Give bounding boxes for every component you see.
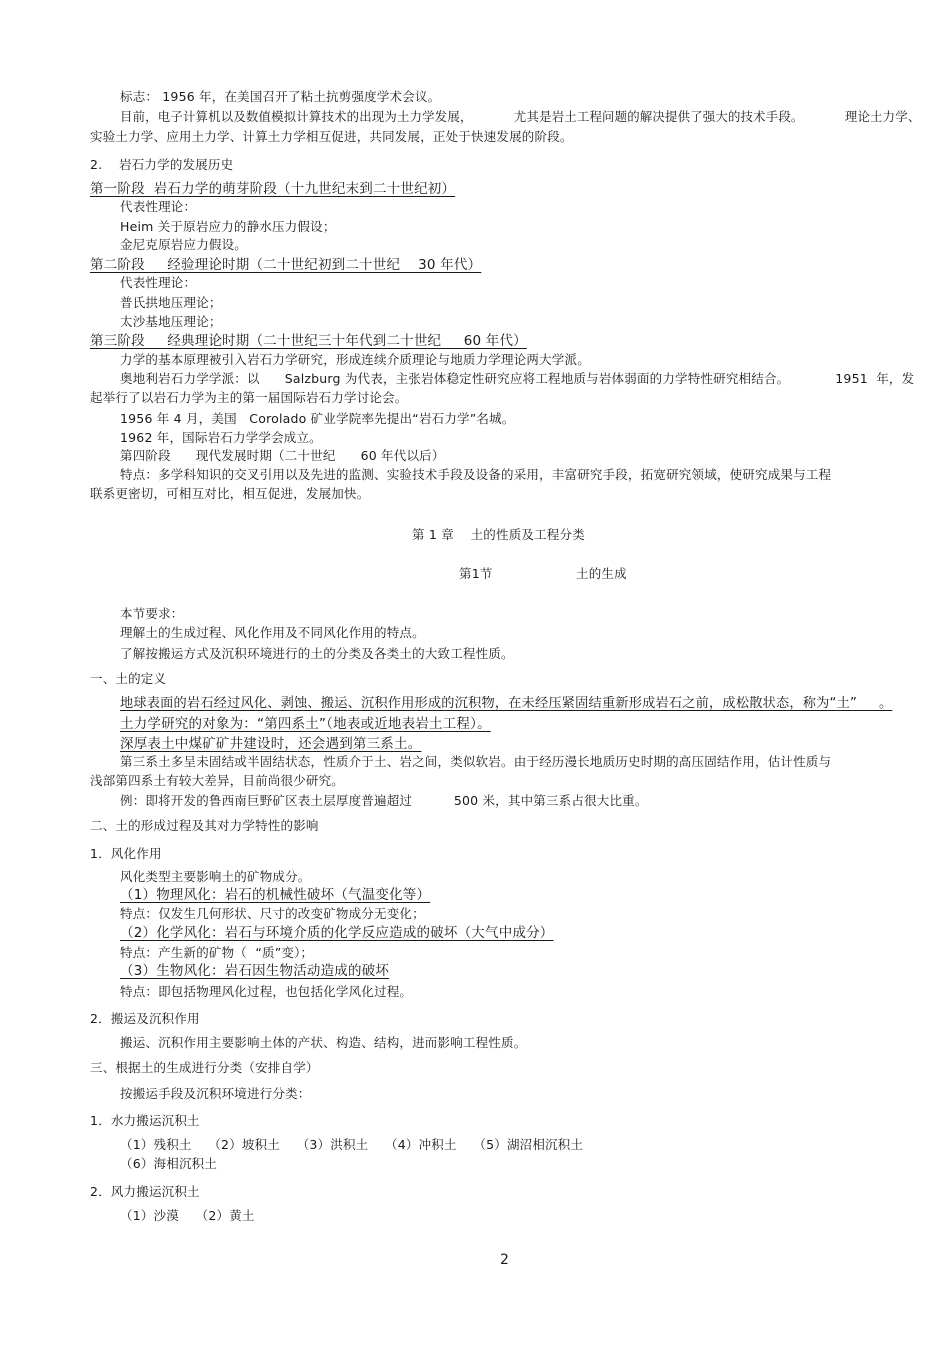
subsection-heading: 1．风化作用 bbox=[90, 846, 162, 861]
section-title: 第1节 土的生成 bbox=[459, 566, 627, 581]
stage-heading: 第二阶段 经验理论时期（二十世纪初到二十世纪 30 年代） bbox=[90, 257, 482, 273]
text-line: 本节要求： bbox=[120, 606, 184, 621]
section-heading: 一、土的定义 bbox=[90, 671, 167, 686]
text-line: 力学的基本原理被引入岩石力学研究，形成连续介质理论与地质力学理论两大学派。 bbox=[120, 352, 590, 367]
text-line: 特点：仅发生几何形状、尺寸的改变矿物成分无变化； bbox=[120, 906, 425, 921]
text-line: 代表性理论： bbox=[120, 199, 197, 214]
text-line: 联系更密切，可相互对比，相互促进，发展加快。 bbox=[90, 486, 370, 501]
text-line: 起举行了以岩石力学为主的第一届国际岩石力学讨论会。 bbox=[90, 390, 408, 405]
text-line: 地球表面的岩石经过风化、剥蚀、搬运、沉积作用形成的沉积物，在未经压紧固结重新形成岩石之前，成松散状态，称为“土” 。 bbox=[120, 696, 893, 711]
text-line: （3）生物风化：岩石因生物活动造成的破坏 bbox=[120, 963, 390, 979]
section-heading: 二、土的形成过程及其对力学特性的影响 bbox=[90, 818, 319, 833]
text-line: 标志： 1956 年，在美国召开了粘土抗剪强度学术会议。 bbox=[120, 89, 441, 104]
section-heading: 三、根据土的生成进行分类（安排自学） bbox=[90, 1060, 319, 1075]
text-line: （2）化学风化：岩石与环境介质的化学反应造成的破坏（大气中成分） bbox=[120, 925, 554, 941]
text-line: 1962 年，国际岩石力学学会成立。 bbox=[120, 430, 322, 445]
text-line: 特点：产生新的矿物（ “质”变）； bbox=[120, 945, 314, 960]
text-line: 第三系土多呈未固结或半固结状态，性质介于土、岩之间，类似软岩。由于经历漫长地质历史时期的高压固结作用，估计性质与 bbox=[120, 754, 832, 769]
text-line: 搬运、沉积作用主要影响土体的产状、构造、结构，进而影响工程性质。 bbox=[120, 1035, 527, 1050]
text-line: （1）沙漠 （2）黄土 bbox=[120, 1208, 255, 1223]
section-heading: 2. 岩石力学的发展历史 bbox=[90, 157, 234, 172]
stage-heading: 第三阶段 经典理论时期（二十世纪三十年代到二十世纪 60 年代） bbox=[90, 333, 527, 349]
text-line: （1）物理风化：岩石的机械性破坏（气温变化等） bbox=[120, 887, 431, 903]
text-line: Heim 关于原岩应力的静水压力假设； bbox=[120, 219, 336, 234]
text-line: 金尼克原岩应力假设。 bbox=[120, 237, 248, 252]
text-line: 特点：即包括物理风化过程，也包括化学风化过程。 bbox=[120, 984, 413, 999]
text-line: 普氏拱地压理论； bbox=[120, 295, 222, 310]
text-line: 风化类型主要影响土的矿物成分。 bbox=[120, 869, 311, 884]
text-line: 例：即将开发的鲁西南巨野矿区表土层厚度普遍超过 500 米，其中第三系占很大比重。 bbox=[120, 793, 648, 808]
text-line: 1956 年 4 月，美国 Corolado 矿业学院率先提出“岩石力学”名城。 bbox=[120, 411, 515, 426]
subsection-heading: 2．风力搬运沉积土 bbox=[90, 1184, 200, 1199]
text-line: 代表性理论： bbox=[120, 275, 197, 290]
text-line: 实验土力学、应用土力学、计算土力学相互促进，共同发展，正处于快速发展的阶段。 bbox=[90, 129, 573, 144]
text-line: 土力学研究的对象为：“第四系土”（地表或近地表岩土工程）。 bbox=[120, 716, 491, 732]
text-line: 浅部第四系土有较大差异，目前尚很少研究。 bbox=[90, 773, 345, 788]
text-line: （6）海相沉积土 bbox=[120, 1156, 218, 1171]
stage-heading: 第四阶段 现代发展时期（二十世纪 60 年代以后） bbox=[120, 448, 445, 463]
text-line: 了解按搬运方式及沉积环境进行的土的分类及各类土的大致工程性质。 bbox=[120, 646, 514, 661]
subsection-heading: 1．水力搬运沉积土 bbox=[90, 1113, 200, 1128]
page-number: 2 bbox=[500, 1252, 509, 1268]
text-line: 目前，电子计算机以及数值模拟计算技术的出现为土力学发展， 尤其是岩土工程问题的解决提供了强大的技术手段。 理论土力学、 bbox=[120, 109, 921, 124]
text-line: 奥地利岩石力学学派：以 Salzburg 为代表，主张岩体稳定性研究应将工程地质与岩体弱面的力学特性研究相结合。 1951 年，发 bbox=[120, 371, 915, 386]
text-line: （1）残积土 （2）坡积土 （3）洪积土 （4）冲积土 （5）湖沼相沉积土 bbox=[120, 1137, 584, 1152]
stage-heading: 第一阶段 岩石力学的萌芽阶段（十九世纪末到二十世纪初） bbox=[90, 181, 456, 197]
subsection-heading: 2．搬运及沉积作用 bbox=[90, 1011, 200, 1026]
text-line: 深厚表土中煤矿矿井建设时，还会遇到第三系土。 bbox=[120, 736, 422, 752]
chapter-title: 第 1 章 土的性质及工程分类 bbox=[412, 527, 585, 542]
text-line: 理解土的生成过程、风化作用及不同风化作用的特点。 bbox=[120, 625, 425, 640]
text-line: 按搬运手段及沉积环境进行分类： bbox=[120, 1086, 311, 1101]
text-line: 太沙基地压理论； bbox=[120, 314, 222, 329]
text-line: 特点：多学科知识的交叉引用以及先进的监测、实验技术手段及设备的采用，丰富研究手段，拓宽研究领域，使研究成果与工程 bbox=[120, 467, 832, 482]
